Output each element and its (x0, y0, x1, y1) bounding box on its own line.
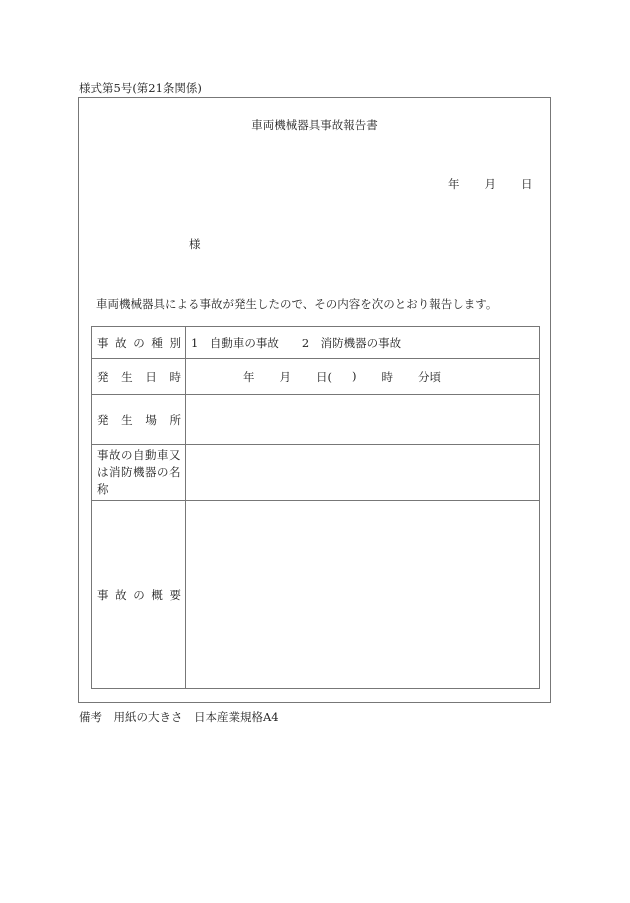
value-accident-type[interactable]: 1 自動車の事故 2 消防機器の事故 (186, 327, 540, 359)
date-day-label: 日 (521, 177, 533, 191)
dt-minute: 分頃 (418, 369, 441, 384)
addressee-suffix: 様 (189, 237, 201, 251)
table-row-vehicle-name (92, 445, 540, 501)
dt-weekday-close: ) (352, 368, 357, 383)
value-location[interactable] (186, 395, 540, 445)
table-row-summary (92, 501, 540, 689)
report-date (448, 176, 533, 192)
form-number: 様式第5号(第21条関係) (79, 81, 202, 95)
paper-size-note: 備考 用紙の大きさ 日本産業規格A4 (79, 710, 279, 724)
table-row-location (92, 395, 540, 445)
label-occurrence-datetime: 発 生 日 時 (92, 359, 186, 395)
value-summary[interactable] (186, 501, 540, 689)
label-location: 発 生 場 所 (92, 395, 186, 445)
dt-month: 月 (279, 369, 291, 384)
label-accident-type: 事 故 の 種 別 (92, 327, 186, 359)
date-month-label: 月 (484, 177, 496, 191)
dt-year: 年 (243, 369, 255, 384)
report-table (91, 326, 540, 689)
table-row-accident-type (92, 327, 540, 359)
table-row-occurrence-datetime (92, 359, 540, 395)
label-vehicle-name: 事故の自動車又は消防機器の名称 (92, 445, 186, 501)
value-vehicle-name[interactable] (186, 445, 540, 501)
dt-day: 日( (316, 369, 332, 384)
date-year-label: 年 (448, 177, 460, 191)
document-title: 車両機械器具事故報告書 (251, 118, 378, 132)
label-summary: 事 故 の 概 要 (92, 501, 186, 689)
value-occurrence-datetime[interactable] (186, 359, 540, 395)
intro-text: 車両機械器具による事故が発生したので、その内容を次のとおり報告します。 (96, 297, 498, 311)
dt-hour: 時 (381, 369, 393, 384)
